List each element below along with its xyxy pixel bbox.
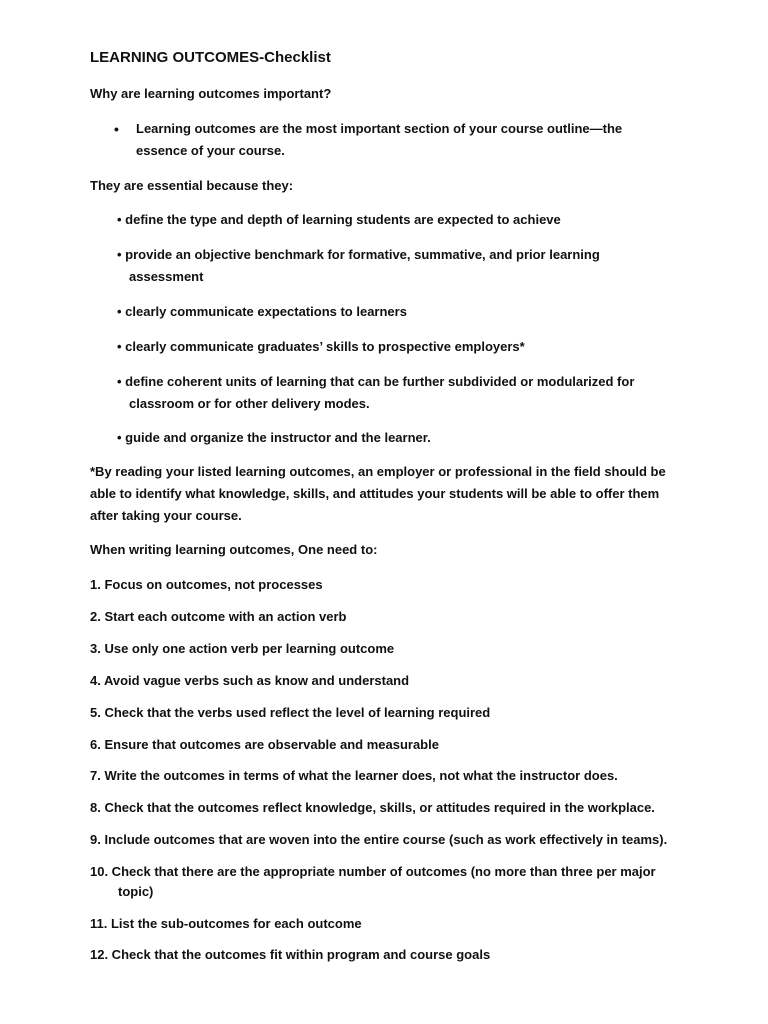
reason-item-continuation: assessment bbox=[129, 269, 204, 284]
writing-heading: When writing learning outcomes, One need to: bbox=[90, 542, 378, 557]
reason-item: • clearly communicate graduates’ skills to prospective employers* bbox=[117, 339, 525, 354]
reason-item: • clearly communicate expectations to learners bbox=[117, 304, 407, 319]
step-item: 4. Avoid vague verbs such as know and understand bbox=[90, 673, 410, 688]
step-item: 11. List the sub-outcomes for each outcome bbox=[90, 916, 362, 931]
intro-bullet-line-1: Learning outcomes are the most important section of your course outline—the bbox=[136, 121, 623, 136]
footnote-line-3: after taking your course. bbox=[90, 508, 242, 523]
step-item: 2. Start each outcome with an action verb bbox=[90, 609, 347, 624]
bullet-marker: • bbox=[114, 121, 119, 137]
step-item: 10. Check that there are the appropriate number of outcomes (no more than three per major bbox=[90, 864, 656, 879]
step-item-continuation: topic) bbox=[118, 884, 154, 899]
question-heading: Why are learning outcomes important? bbox=[90, 86, 332, 101]
step-item: 3. Use only one action verb per learning outcome bbox=[90, 641, 395, 656]
step-item: 7. Write the outcomes in terms of what the learner does, not what the instructor does. bbox=[90, 768, 618, 783]
footnote-line-2: able to identify what knowledge, skills, and attitudes your students will be able to offer them bbox=[90, 486, 660, 501]
essential-heading: They are essential because they: bbox=[90, 178, 294, 193]
step-item: 9. Include outcomes that are woven into the entire course (such as work effectively in teams). bbox=[90, 832, 668, 847]
page-title: LEARNING OUTCOMES-Checklist bbox=[90, 49, 331, 66]
footnote-line-1: *By reading your listed learning outcomes, an employer or professional in the field should be bbox=[90, 464, 666, 479]
step-item: 5. Check that the verbs used reflect the level of learning required bbox=[90, 705, 491, 720]
step-item: 1. Focus on outcomes, not processes bbox=[90, 577, 323, 592]
reason-item: • define the type and depth of learning students are expected to achieve bbox=[117, 212, 561, 227]
intro-bullet-line-2: essence of your course. bbox=[136, 143, 285, 158]
step-item: 8. Check that the outcomes reflect knowledge, skills, or attitudes required in the workplace. bbox=[90, 800, 655, 815]
reason-item: • provide an objective benchmark for formative, summative, and prior learning bbox=[117, 247, 600, 262]
step-item: 12. Check that the outcomes fit within program and course goals bbox=[90, 947, 491, 962]
step-item: 6. Ensure that outcomes are observable and measurable bbox=[90, 737, 439, 752]
reason-item-continuation: classroom or for other delivery modes. bbox=[129, 396, 370, 411]
reason-item: • guide and organize the instructor and the learner. bbox=[117, 430, 431, 445]
reason-item: • define coherent units of learning that can be further subdivided or modularized for bbox=[117, 374, 635, 389]
